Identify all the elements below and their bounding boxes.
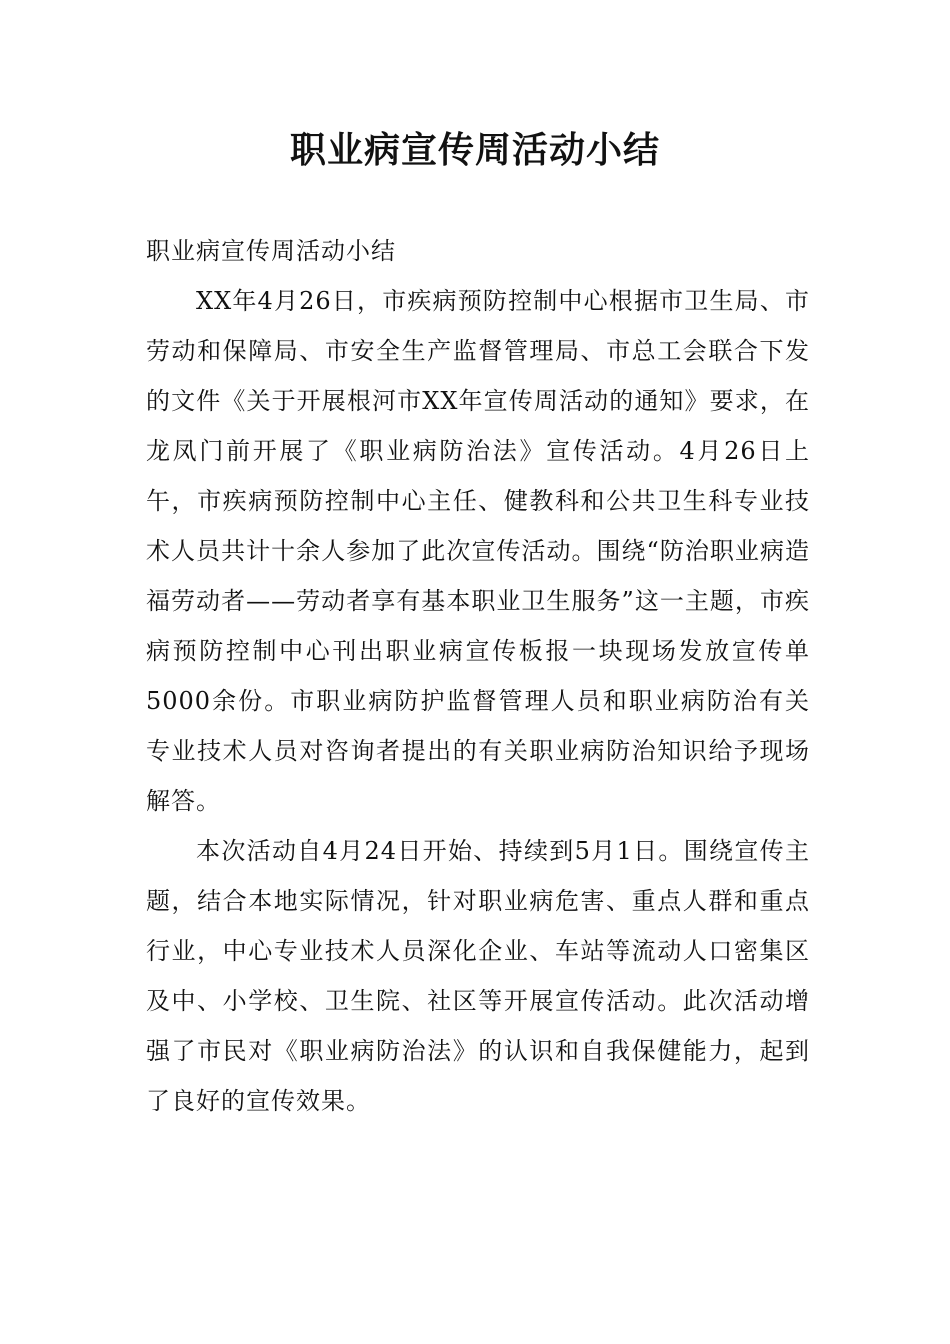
document-subtitle: 职业病宣传周活动小结	[146, 237, 396, 265]
document-body	[146, 226, 810, 1126]
paragraph-2: 本次活动自4月24日开始、持续到5月1日。围绕宣传主题，结合本地实际情况，针对职业病危害、重点人群和重点行业，中心专业技术人员深化企业、车站等流动人口密集区及中、小学校、卫生院、社区等开展宣传活动。此次活动增强了市民对《职业病防治法》的认识和自我保健能力，起到了良好的宣传效果。	[146, 837, 810, 1115]
document-title: 职业病宣传周活动小结	[289, 130, 660, 171]
paragraph-1: XX年4月26日，市疾病预防控制中心根据市卫生局、市劳动和保障局、市安全生产监督管理局、市总工会联合下发的文件《关于开展根河市XX年宣传周活动的通知》要求，在龙凤门前开展了《职业病防治法》宣传活动。4月26日上午，市疾病预防控制中心主任、健教科和公共卫生科专业技术人员共计十余人参加了此次宣传活动。围绕“防治职业病造福劳动者——劳动者享有基本职业卫生服务”这一主题，市疾病预防控制中心刊出职业病宣传板报一块现场发放宣传单5000余份。市职业病防护监督管理人员和职业病防治有关专业技术人员对咨询者提出的有关职业病防治知识给予现场解答。	[146, 287, 810, 815]
